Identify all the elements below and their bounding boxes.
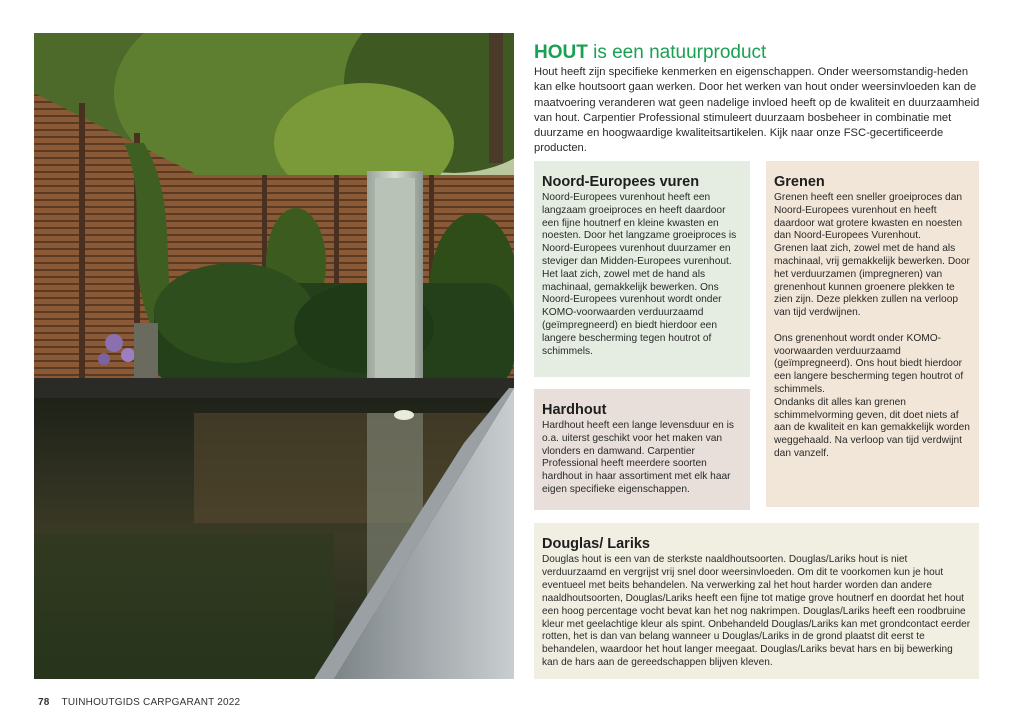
section-noord-europees-vuren — [534, 161, 750, 377]
intro-text: Hout heeft zijn specifieke kenmerken en eigenschappen. Onder weersomstandig-heden kan elke houtsoort gaan werken. Door het werken van hout onder weersinvloeden kan de maatvoering veranderen wat geen nadelige invloed heeft op de kwaliteit en duurzaamheid van hout. Carpentier Professional stimuleert duurzaam bosbeheer in combinatie met duurzame en hoogwaardige kwaliteitsartikelen. Kijk naar onze FSC-gecertificeerde producten. — [534, 66, 980, 155]
section-title: Grenen — [774, 174, 825, 190]
section-grenen — [766, 161, 979, 507]
title-highlight: HOUT — [534, 42, 588, 63]
section-title: Douglas/ Lariks — [542, 536, 650, 552]
section-title: Hardhout — [542, 402, 607, 418]
garden-pond-photo — [34, 33, 514, 679]
page-footer — [38, 697, 240, 708]
intro-section — [534, 42, 986, 157]
section-title: Noord-Europees vuren — [542, 174, 700, 190]
section-text: Grenen heeft een sneller groeiproces dan Noord-Europees vurenhout en heeft daardoor wat grotere kwasten en noesten dan Noord-Europees Vurenhout. Grenen laat zich, zowel met de hand als machinaal, vrij gemakkelijk bewerken. Door het verduurzamen (impregneren) van grenenhout kunnen groenere plekken te zien zijn. Deze plekken zullen na verloop van tijd verdwijnen. Ons grenenhout wordt onder KOMO-voorwaarden verduurzaamd (geïmpregneerd). Ons hout biedt hierdoor een langere bescherming tegen houtrot of schimmels. Ondanks dit alles kan grenen schimmelvorming geven, dit doet niets af aan de kwaliteit en kan gemakkelijk worden weggehaald. Na verloop van tijd verdwijnt dan vanzelf. — [774, 192, 970, 459]
title-rest: is een natuurproduct — [587, 42, 767, 63]
section-text: Noord-Europees vurenhout heeft een langzaam groeiproces en heeft daardoor een fijne houtnerf en kleine kwasten en noesten. Door het langzame groeiproces is Noord-Europees vurenhout duurzamer en steviger dan Midden-Europees vurenhout. Het laat zich, zowel met de hand als machinaal, gemakkelijk bewerken. Ons Noord-Europees vurenhout wordt onder KOMO-voorwaarden verduurzaamd (geïmpregneerd) en biedt hierdoor een langere bescherming tegen houtrot of schimmels. — [542, 192, 737, 357]
section-hardhout — [534, 389, 750, 510]
publication-title: TUINHOUTGIDS CARPGARANT 2022 — [61, 697, 241, 708]
section-douglas-lariks — [534, 523, 979, 679]
page-number: 78 — [38, 697, 50, 708]
section-text: Hardhout heeft een lange levensduur en is o.a. uiterst geschikt voor het maken van vlonders en damwand. Carpentier Professional heeft meerdere soorten hardhout in haar assortiment met elk haar eigen specifieke eigenschappen. — [542, 420, 735, 495]
page-title — [534, 42, 986, 64]
section-text: Douglas hout is een van de sterkste naaldhoutsoorten. Douglas/Lariks hout is niet verduurzaamd en vergrijst vrij snel door weersinvloeden. Om dit te voorkomen kun je hout eventueel met beits behandelen. Na verwerking zal het hout harder worden dan andere naaldhoutsoorten, Douglas/Lariks heeft een fijne tot matige grove houtnerf en doordat het hout een hoog percentage vocht bevat kan het nog nakrimpen. Douglas/Lariks heeft een roodbruine kleur met geelachtige kleur als spint. Onbehandeld Douglas/Lariks kan met grondcontact eerder rotten, het is dan van belang wanneer u Douglas/Lariks in de grond plaatst dit eerst te behandelen, waardoor het hout langer meegaat. Douglas/Lariks bevat hars en bij bewerking kan de hars aan de gereedschappen blijven kleven. — [542, 554, 971, 669]
